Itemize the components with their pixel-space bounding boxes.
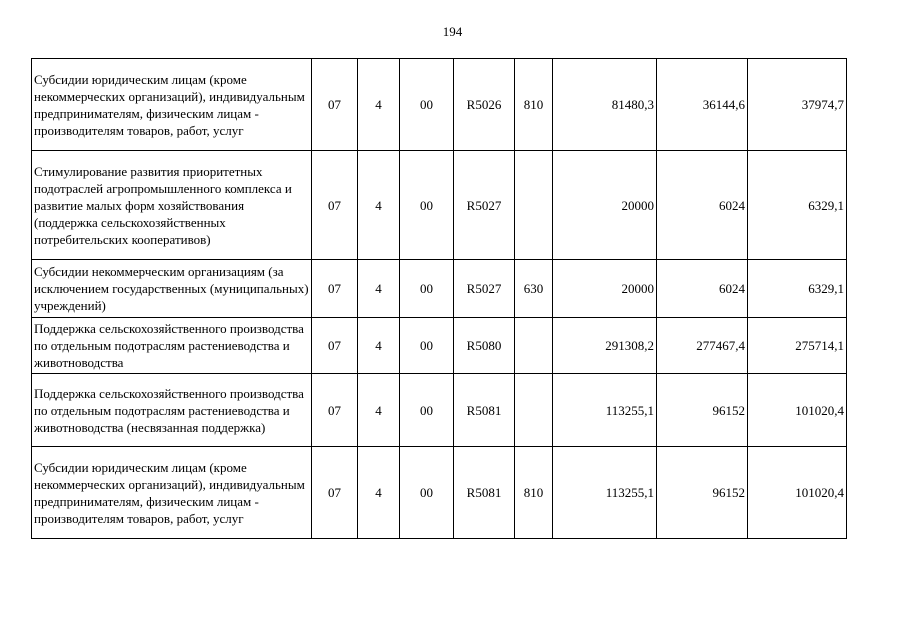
amount-cell-3: 6329,1 [748,151,847,260]
amount-cell-2: 96152 [657,447,748,539]
program-cell: 00 [400,151,454,260]
row-name-cell: Стимулирование развития приоритетных подотраслей агропромышленного комплекса и развитие малых форм хозяйствования (поддержка сельскохозяйственных потребительских кооперативов) [32,151,312,260]
subsection-cell: 4 [358,447,400,539]
amount-cell-1: 20000 [553,151,657,260]
subsection-cell: 4 [358,374,400,447]
table-row [32,59,847,151]
row-name-cell: Поддержка сельскохозяйственного производства по отдельным подотраслям растениеводства и животноводства [32,318,312,374]
subsection-cell: 4 [358,318,400,374]
expense-type-cell [515,318,553,374]
row-name-cell: Субсидии юридическим лицам (кроме некоммерческих организаций), индивидуальным предпринимателям, физическим лицам - производителям товаров, работ, услуг [32,447,312,539]
section-cell: 07 [312,318,358,374]
expense-type-cell: 810 [515,59,553,151]
table-row [32,260,847,318]
subsection-cell: 4 [358,151,400,260]
amount-cell-1: 291308,2 [553,318,657,374]
expense-type-cell [515,151,553,260]
amount-cell-2: 96152 [657,374,748,447]
target-code-cell: R5081 [454,447,515,539]
amount-cell-3: 37974,7 [748,59,847,151]
row-name-cell: Субсидии некоммерческим организациям (за исключением государственных (муниципальных) учреждений) [32,260,312,318]
subsection-cell: 4 [358,260,400,318]
amount-cell-3: 101020,4 [748,374,847,447]
page-number: 194 [442,24,463,39]
program-cell: 00 [400,260,454,318]
section-cell: 07 [312,59,358,151]
amount-cell-3: 6329,1 [748,260,847,318]
table-row [32,374,847,447]
target-code-cell: R5081 [454,374,515,447]
target-code-cell: R5080 [454,318,515,374]
expense-type-cell: 810 [515,447,553,539]
expense-type-cell [515,374,553,447]
program-cell: 00 [400,318,454,374]
amount-cell-1: 113255,1 [553,374,657,447]
amount-cell-2: 277467,4 [657,318,748,374]
section-cell: 07 [312,447,358,539]
row-name-cell: Субсидии юридическим лицам (кроме некоммерческих организаций), индивидуальным предпринимателям, физическим лицам - производителям товаров, работ, услуг [32,59,312,151]
amount-cell-2: 6024 [657,151,748,260]
table-row [32,151,847,260]
budget-table [31,58,847,539]
amount-cell-2: 36144,6 [657,59,748,151]
amount-cell-1: 81480,3 [553,59,657,151]
section-cell: 07 [312,151,358,260]
program-cell: 00 [400,59,454,151]
target-code-cell: R5027 [454,151,515,260]
amount-cell-1: 113255,1 [553,447,657,539]
amount-cell-1: 20000 [553,260,657,318]
amount-cell-3: 101020,4 [748,447,847,539]
section-cell: 07 [312,260,358,318]
table-row [32,318,847,374]
amount-cell-2: 6024 [657,260,748,318]
section-cell: 07 [312,374,358,447]
amount-cell-3: 275714,1 [748,318,847,374]
target-code-cell: R5027 [454,260,515,318]
program-cell: 00 [400,447,454,539]
program-cell: 00 [400,374,454,447]
table-row [32,447,847,539]
expense-type-cell: 630 [515,260,553,318]
target-code-cell: R5026 [454,59,515,151]
subsection-cell: 4 [358,59,400,151]
row-name-cell: Поддержка сельскохозяйственного производства по отдельным подотраслям растениеводства и животноводства (несвязанная поддержка) [32,374,312,447]
